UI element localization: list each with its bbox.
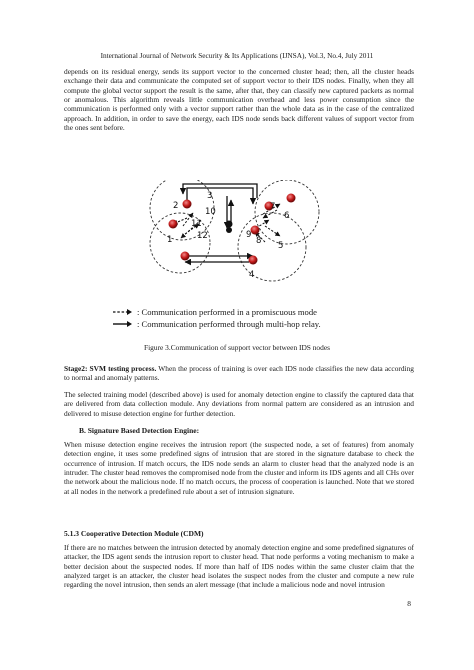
label-8: 8 [256,236,262,246]
stage2-bold-lead: Stage2: SVM testing process. [64,364,157,373]
paragraph-cooperative-detection: If there are no matches between the intrusion detected by anomaly detection engine and some predefined signatures of attacker, the IDS agent sends the intrusion report to cluster head. That node performs a voting mechanism to make a better decision about the suspected nodes. If more than half of IDS nodes within the same cluster claim that the analyzed target is an attacker, the cluster head isolates the suspect nodes from the cluster and compute a new rule regarding the novel intrusion, then sends an alert message (that include a malicious node and novel intrusion [64,543,414,590]
sensor-nodes [169,194,296,265]
heading-cooperative-detection: 5.1.3 Cooperative Detection Module (CDM) [64,529,204,538]
label-10: 10 [205,207,216,217]
heading-signature-detection: B. Signature Based Detection Engine: [79,426,200,435]
arrow-top-left-to-right [187,188,253,204]
center-node-bottom [226,227,232,233]
label-4: 4 [249,270,255,280]
arrow-top-right-return [183,184,257,198]
label-3: 3 [207,191,213,201]
stage2-text: When the process of training is over each IDS node classifies the new data according to normal and anomaly patterns. [64,364,414,383]
label-2: 2 [173,201,179,211]
legend-solid [112,319,321,329]
label-1: 1 [167,235,173,245]
node-top-left [183,200,192,209]
label-7: 7 [270,202,276,212]
label-11: 11 [191,219,202,229]
figure-cluster-diagram [145,180,335,290]
label-6: 6 [284,211,290,221]
legend-dashed-label: : Communication performed in a promiscuous mode [137,307,317,317]
node-left-mid [169,220,178,229]
label-5: 5 [278,241,284,251]
paragraph-svm-support-vector: depends on its residual energy, sends its support vector to the concerned cluster head; then, all the cluster heads exchange their data and communicate the computed set of support vector to their IDS nodes. Finally, when they all compute the global vector support the result is the same, after that, they can classify new captured packets as normal or anomalous. This algorithm reveals little communication overhead and less power consumption since the communication is performed only with a vector support rather than the whole data as in the case of the centralized approach. In addition, in order to save the energy, each IDS node sends back different values of support vector from the ones sent before. [64,67,414,133]
label-12: 12 [197,231,208,241]
page-number: 8 [407,599,411,608]
journal-header: International Journal of Network Security & Its Applications (IJNSA), Vol.3, No.4, July 2011 [100,51,374,60]
solid-arrow-icon [112,320,134,328]
legend-dashed [112,307,317,317]
paragraph-training-model: The selected training model (described above) is used for anomaly detection engine to classify the captured data that are delivered from data collection module. Any deviations from normal pattern are considered as an intrusion and delivered to misuse detection engine for further detection. [64,390,414,418]
figure-caption: Figure 3.Communication of support vector between IDS nodes [144,343,330,352]
dashed-arrow-icon [112,308,134,316]
node-right-mid [251,226,260,235]
node-bottom-right [249,256,258,265]
label-9: 9 [246,230,252,240]
legend-solid-label: : Communication performed through multi-hop relay. [137,319,321,329]
center-node-top [226,221,233,228]
node-right-upper [287,194,296,203]
node-bottom-left [181,252,190,261]
paragraph-stage2 [64,364,414,383]
paragraph-misuse-detection: When misuse detection engine receives the intrusion report (the suspected node, a set of features) from anomaly detection engine, it uses some predefined signs of intrusion that are stored in the signature database to check the occurrence of intrusion. If match occurs, the IDS node sends an alarm to cluster head that the analyzed node is an intruder. The cluster head removes the compromised node from the cluster and inform its IDS agents and all CHs over the network about the malicious node. If no match occurs, the process of cooperation is launched. Note that we stored at all nodes in the network a predefined rule about a set of intrusion signature. [64,440,414,496]
